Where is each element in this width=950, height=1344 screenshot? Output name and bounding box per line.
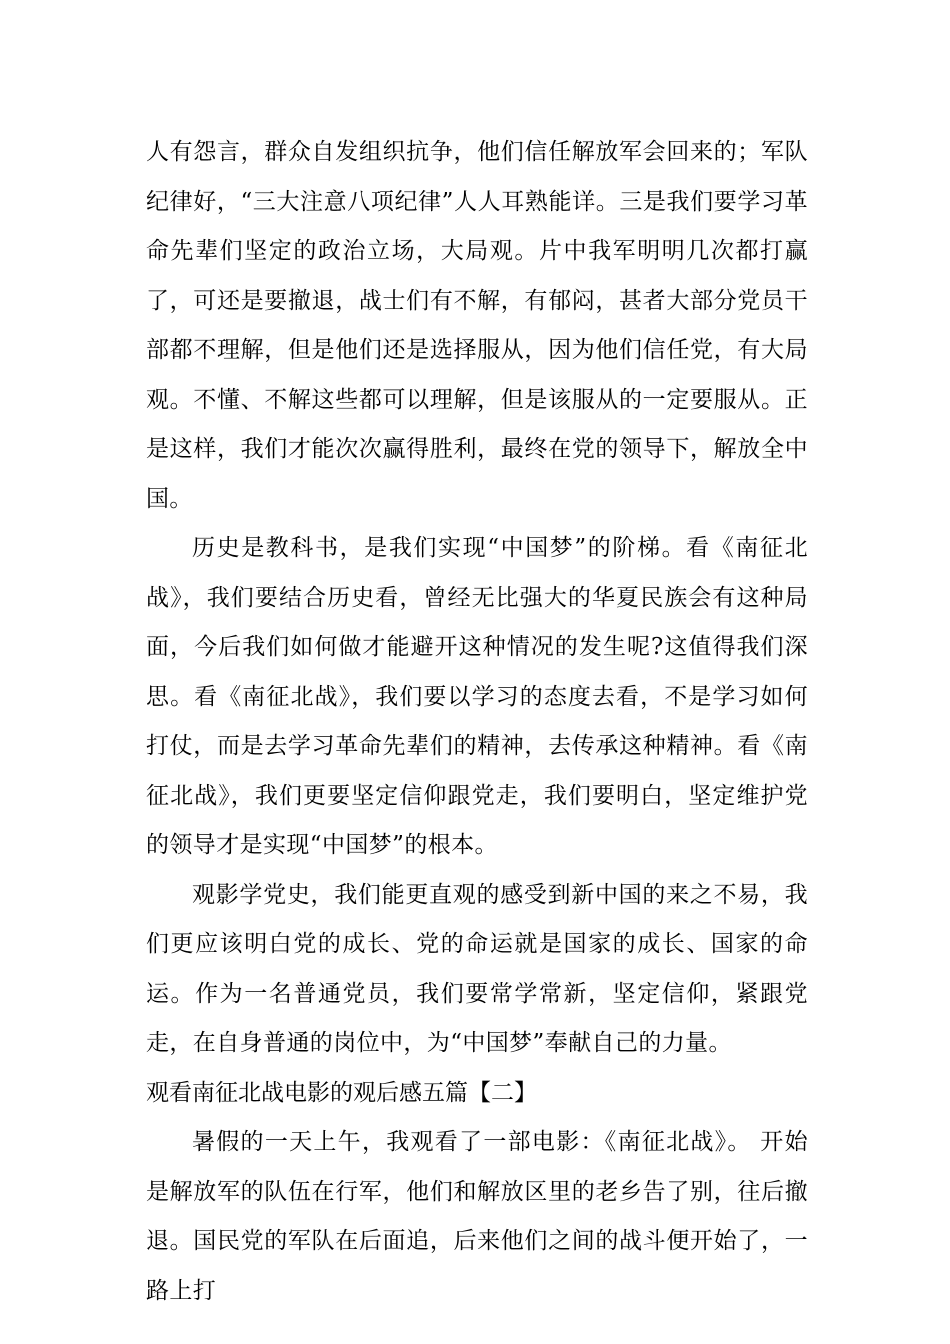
paragraph-history: 历史是教科书，是我们实现“中国梦”的阶梯。看《南征北战》，我们要结合历史看，曾经无比强大的华夏民族会有这种局面，今后我们如何做才能避开这种情况的发生呢?这值得我们深思。看《南征北战》，我们要以学习的态度去看，不是学习如何打仗，而是去学习革命先辈们的精神，去传承这种精神。看《南征北战》，我们更要坚定信仰跟党走，我们要明白，坚定维护党的领导才是实现“中国梦”的根本。 [146,535,808,858]
paragraph-party-history: 观影学党史，我们能更直观的感受到新中国的来之不易，我们更应该明白党的成长、党的命运就是国家的成长、国家的命运。作为一名普通党员，我们要常学常新，坚定信仰，紧跟党走，在自身普通的岗位中，为“中国梦”奉献自己的力量。 [146,881,808,1056]
paragraph-continued: 人有怨言，群众自发组织抗争，他们信任解放军会回来的；军队纪律好，“三大注意八项纪律”人人耳熟能详。三是我们要学习革命先辈们坚定的政治立场，大局观。片中我军明明几次都打赢了，可还是要撤退，战士们有不解，有郁闷，甚者大部分党员干部都不理解，但是他们还是选择服从，因为他们信任党，有大局观。不懂、不解这些都可以理解，但是该服从的一定要服从。正是这样，我们才能次次赢得胜利，最终在党的领导下，解放全中国。 [146,139,808,512]
paragraph-summer-movie: 暑假的一天上午，我观看了一部电影：《南征北战》。 开始是解放军的队伍在行军，他们和解放区里的老乡告了别，往后撤退。国民党的军队在后面追，后来他们之间的战斗便开始了，一路上打 [146,1129,808,1304]
document-body [146,128,808,1316]
section-heading: 观看南征北战电影的观后感五篇【二】 [146,1079,537,1106]
